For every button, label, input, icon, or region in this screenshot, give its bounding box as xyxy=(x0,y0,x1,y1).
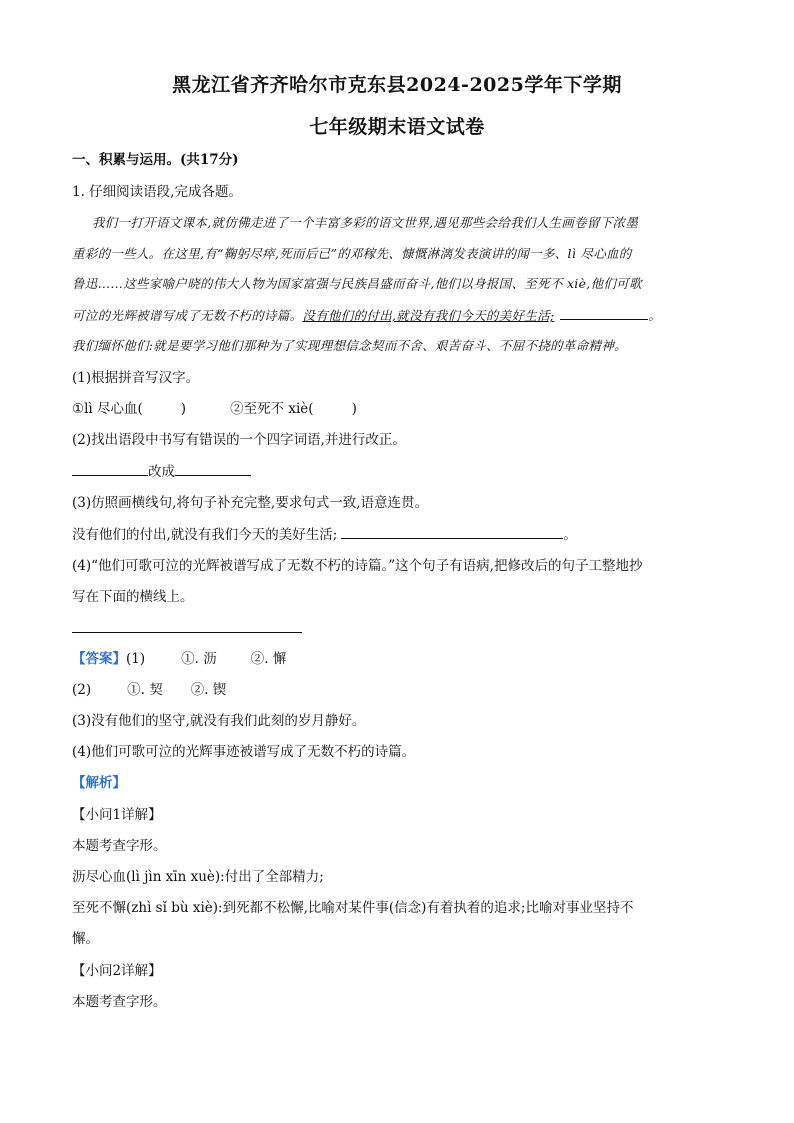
passage-line-3: 鲁迅……这些家喻户晓的伟大人物为国家富强与民族昌盛而奋斗,他们以身报国、至死不 xiè,他们可歌 xyxy=(72,276,642,291)
passage-line-4-text: 可泣的光辉被谱写成了无数不朽的诗篇。 xyxy=(72,308,303,323)
exam-title-line1: 黑龙江省齐齐哈尔市克东县2024-2025学年下学期 xyxy=(172,74,622,96)
answer-2-item-1: ①. 契 xyxy=(127,682,163,698)
correct-word-blank[interactable] xyxy=(175,461,251,476)
answer-1-number: (1) xyxy=(126,651,146,667)
question-1-prompt: 1. 仔细阅读语段,完成各题。 xyxy=(72,184,242,200)
passage-line-4-end: 。 xyxy=(648,308,662,323)
sub-question-2-fill xyxy=(72,461,251,482)
underlined-sentence: 没有他们的付出,就没有我们今天的美好生活; xyxy=(302,308,555,323)
answer-row-4: (4)他们可歌可泣的光辉事迹被谱写成了无数不朽的诗篇。 xyxy=(72,744,416,760)
sub-question-2: (2)找出语段中书写有错误的一个四字词语,并进行改正。 xyxy=(72,432,406,448)
passage-blank[interactable] xyxy=(560,305,648,320)
passage-line-5: 我们缅怀他们:就是要学习他们那种为了实现理想信念契而不舍、艰苦奋斗、不屈不挠的革命精神。 xyxy=(72,338,627,353)
sub-question-1-items xyxy=(72,399,357,419)
sub-question-3: (3)仿照画横线句,将句子补充完整,要求句式一致,语意连贯。 xyxy=(72,495,428,511)
analysis-q1-heading: 【小问1详解】 xyxy=(72,807,162,823)
sub-question-4-line2: 写在下面的横线上。 xyxy=(72,589,194,605)
answer-row-1 xyxy=(72,649,286,669)
analysis-q2-line1: 本题考查字形。 xyxy=(72,994,167,1010)
section-heading: 一、积累与运用。(共17分) xyxy=(72,152,239,168)
pinyin-item-a: ①lì 尽心血( xyxy=(72,401,143,417)
passage-line-1: 我们一打开语文课本,就仿佛走进了一个丰富多彩的语文世界,遇见那些会给我们人生画卷留下浓墨 xyxy=(92,215,639,230)
answer-row-2 xyxy=(72,680,226,700)
answer-2-number: (2) xyxy=(72,682,92,698)
sub-question-1: (1)根据拼音写汉字。 xyxy=(72,370,200,386)
sub-question-3-end: 。 xyxy=(563,527,577,543)
exam-title-line2: 七年级期末语文试卷 xyxy=(309,116,485,138)
passage-line-4 xyxy=(72,305,661,326)
analysis-q1-line2: 沥尽心血(lì jìn xīn xuè):付出了全部精力; xyxy=(72,869,324,885)
answer-1-item-2: ②. 懈 xyxy=(250,651,287,667)
pinyin-item-b-close: ) xyxy=(351,401,357,417)
answer-row-3: (3)没有他们的坚守,就没有我们此刻的岁月静好。 xyxy=(72,713,366,729)
sub-question-4-answer-line[interactable] xyxy=(72,632,302,633)
analysis-q1-line4: 懈。 xyxy=(72,931,99,947)
analysis-q1-line3: 至死不懈(zhì sǐ bù xiè):到死都不松懈,比喻对某件事(信念)有着执着的追求;比喻对事业坚持不 xyxy=(72,900,634,916)
analysis-tag: 【解析】 xyxy=(72,775,126,791)
sub-question-3-prefix: 没有他们的付出,就没有我们今天的美好生活; xyxy=(72,527,338,543)
answer-2-item-2: ②. 锲 xyxy=(190,682,227,698)
pinyin-item-a-close: ) xyxy=(180,401,187,417)
pinyin-item-b: ②至死不 xiè( xyxy=(230,401,314,417)
passage-line-2: 重彩的一些人。在这里,有“鞠躬尽瘁,死而后已”的邓稼先、慷慨淋漓发表演讲的闻一多、lì 尽心血的 xyxy=(72,246,632,261)
answer-tag: 【答案】 xyxy=(72,651,126,667)
wrong-word-blank[interactable] xyxy=(72,461,148,476)
change-to-label: 改成 xyxy=(148,464,175,480)
sub-question-3-line xyxy=(72,524,577,545)
answer-1-item-1: ①. 沥 xyxy=(181,651,217,667)
imitation-blank[interactable] xyxy=(341,524,563,539)
sub-question-4-line1: (4)“他们可歌可泣的光辉被谱写成了无数不朽的诗篇。”这个句子有语病,把修改后的句子工整地抄 xyxy=(72,558,643,574)
analysis-q2-heading: 【小问2详解】 xyxy=(72,963,162,979)
analysis-q1-line1: 本题考查字形。 xyxy=(72,838,167,854)
